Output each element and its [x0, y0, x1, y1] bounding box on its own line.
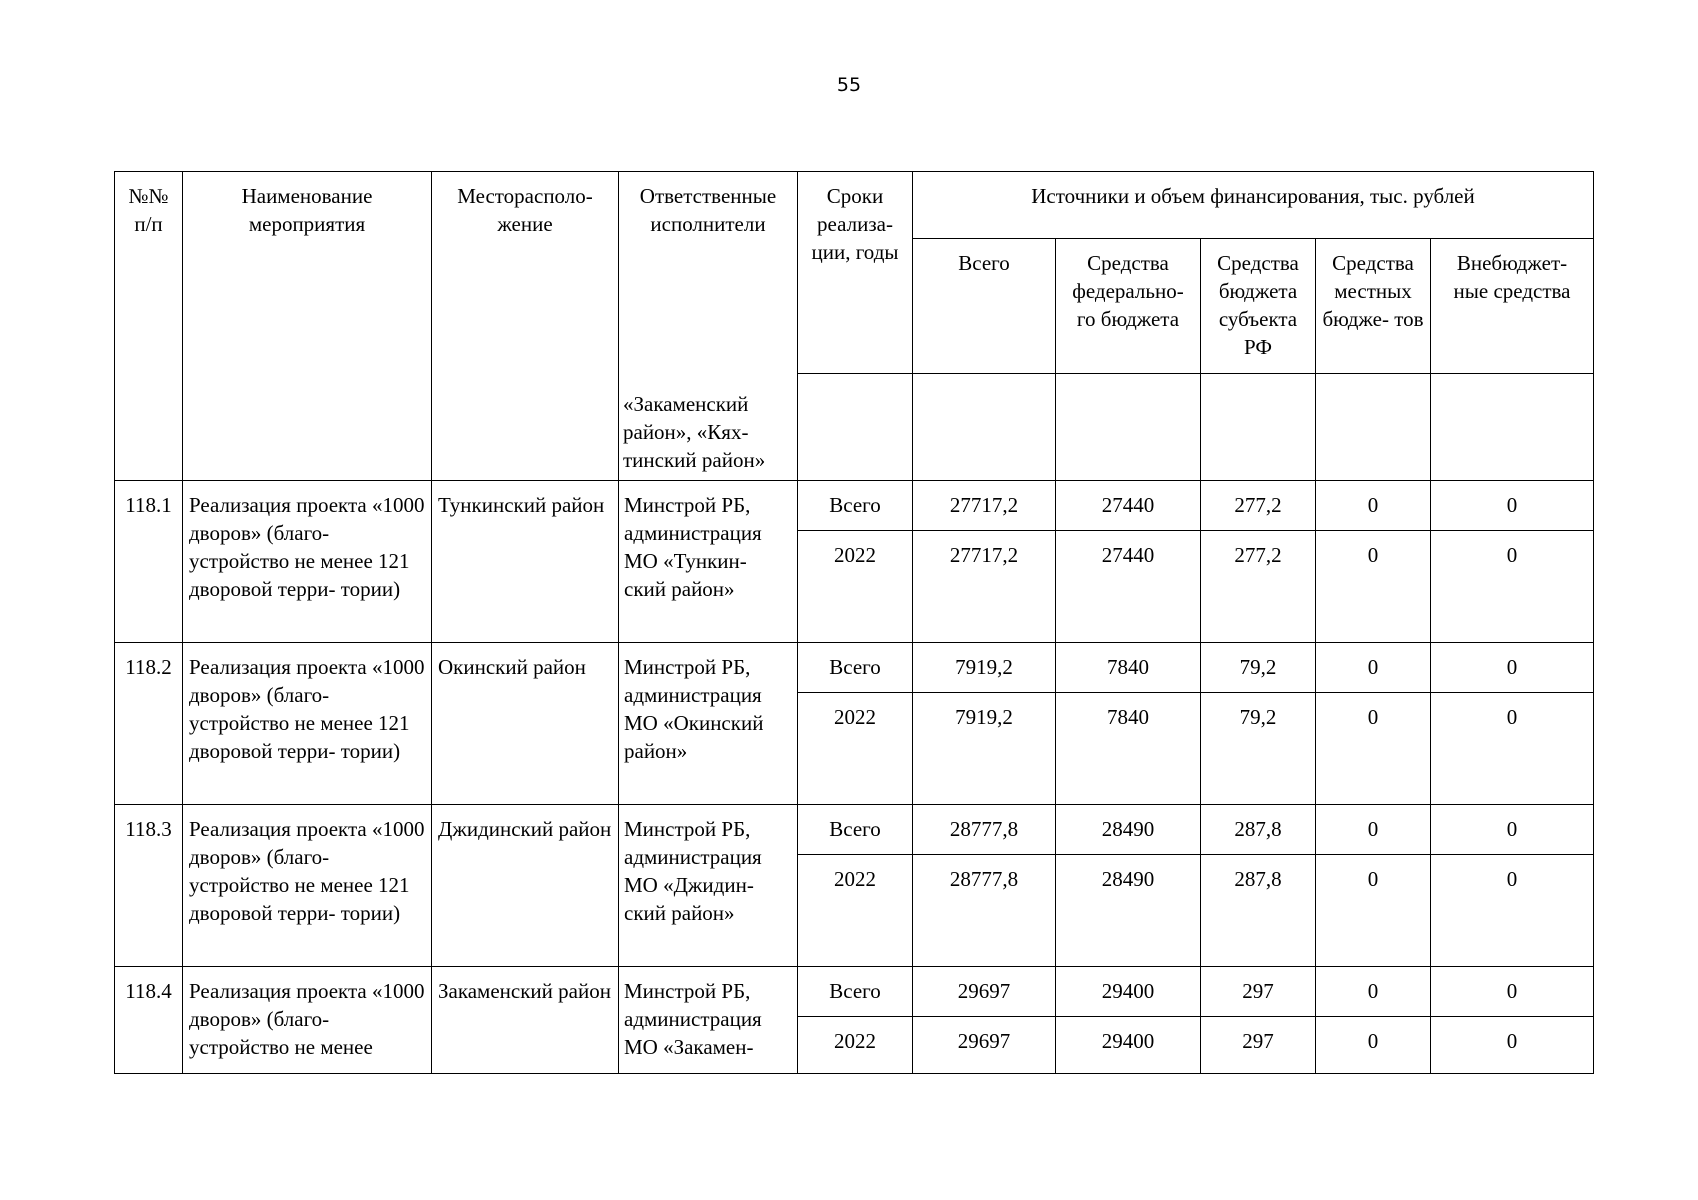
row-num: 118.1	[115, 481, 183, 643]
row-num: 118.2	[115, 643, 183, 805]
row-term: 2022	[798, 693, 913, 805]
row-federal: 29400	[1056, 967, 1201, 1017]
row-location: Джидинский район	[432, 805, 619, 967]
header-name: Наименование мероприятия	[183, 172, 432, 481]
row-subject: 297	[1201, 967, 1316, 1017]
row-federal: 7840	[1056, 643, 1201, 693]
row-federal: 28490	[1056, 855, 1201, 967]
row-term: 2022	[798, 1017, 913, 1074]
row-subject: 79,2	[1201, 643, 1316, 693]
page-number: 55	[836, 74, 862, 96]
table-row	[115, 481, 1594, 531]
row-local: 0	[1316, 967, 1431, 1017]
row-name: Реализация проекта «1000 дворов» (благо- устройство не менее 121 дворовой терри- тории)	[183, 805, 432, 967]
row-term: Всего	[798, 967, 913, 1017]
row-total: 7919,2	[913, 693, 1056, 805]
row-local: 0	[1316, 481, 1431, 531]
empty-cell	[1431, 373, 1594, 480]
row-location: Закаменский район	[432, 967, 619, 1074]
row-offbudget: 0	[1431, 481, 1594, 531]
row-subject: 79,2	[1201, 693, 1316, 805]
header-terms: Сроки реализа- ции, годы	[798, 172, 913, 374]
row-total: 27717,2	[913, 531, 1056, 643]
row-offbudget: 0	[1431, 805, 1594, 855]
financing-table	[114, 171, 1594, 1074]
row-total: 29697	[913, 967, 1056, 1017]
row-location: Окинский район	[432, 643, 619, 805]
empty-cell	[1056, 373, 1201, 480]
row-federal: 27440	[1056, 531, 1201, 643]
row-term: Всего	[798, 481, 913, 531]
row-name: Реализация проекта «1000 дворов» (благо- устройство не менее 121 дворовой терри- тории)	[183, 643, 432, 805]
row-responsible: Минстрой РБ, администрация МО «Окинский район»	[619, 643, 798, 805]
header-num: №№ п/п	[115, 172, 183, 481]
row-federal: 7840	[1056, 693, 1201, 805]
row-offbudget: 0	[1431, 693, 1594, 805]
row-federal: 27440	[1056, 481, 1201, 531]
row-offbudget: 0	[1431, 643, 1594, 693]
row-name: Реализация проекта «1000 дворов» (благо- устройство не менее 121 дворовой терри- тории)	[183, 481, 432, 643]
row-total: 28777,8	[913, 855, 1056, 967]
row-local: 0	[1316, 805, 1431, 855]
row-subject: 277,2	[1201, 531, 1316, 643]
continuation-responsible: «Закаменский район», «Кях- тинский район»	[623, 392, 766, 472]
row-offbudget: 0	[1431, 531, 1594, 643]
row-name: Реализация проекта «1000 дворов» (благо- устройство не менее	[183, 967, 432, 1074]
row-local: 0	[1316, 855, 1431, 967]
row-term: 2022	[798, 855, 913, 967]
header-local: Средства местных бюдже- тов	[1316, 239, 1431, 373]
table-row	[115, 805, 1594, 855]
empty-cell	[1201, 373, 1316, 480]
row-subject: 297	[1201, 1017, 1316, 1074]
empty-cell	[798, 373, 913, 480]
row-offbudget: 0	[1431, 967, 1594, 1017]
row-federal: 29400	[1056, 1017, 1201, 1074]
header-federal: Средства федерально- го бюджета	[1056, 239, 1201, 373]
row-term: 2022	[798, 531, 913, 643]
table-row	[115, 643, 1594, 693]
header-offbudget: Внебюджет- ные средства	[1431, 239, 1594, 373]
header-total: Всего	[913, 239, 1056, 373]
row-subject: 287,8	[1201, 855, 1316, 967]
row-total: 29697	[913, 1017, 1056, 1074]
header-responsible	[619, 172, 798, 481]
header-row	[115, 172, 1594, 239]
row-offbudget: 0	[1431, 855, 1594, 967]
row-local: 0	[1316, 1017, 1431, 1074]
row-responsible: Минстрой РБ, администрация МО «Джидин- ский район»	[619, 805, 798, 967]
empty-cell	[913, 373, 1056, 480]
row-subject: 277,2	[1201, 481, 1316, 531]
row-num: 118.3	[115, 805, 183, 967]
row-total: 28777,8	[913, 805, 1056, 855]
row-responsible: Минстрой РБ, администрация МО «Закамен-	[619, 967, 798, 1074]
row-offbudget: 0	[1431, 1017, 1594, 1074]
header-subject: Средства бюджета субъекта РФ	[1201, 239, 1316, 373]
row-subject: 287,8	[1201, 805, 1316, 855]
row-num: 118.4	[115, 967, 183, 1074]
row-local: 0	[1316, 531, 1431, 643]
row-responsible: Минстрой РБ, администрация МО «Тункин- ский район»	[619, 481, 798, 643]
table-row	[115, 967, 1594, 1017]
header-sources: Источники и объем финансирования, тыс. рублей	[913, 172, 1594, 239]
row-total: 7919,2	[913, 643, 1056, 693]
row-term: Всего	[798, 643, 913, 693]
row-location: Тункинский район	[432, 481, 619, 643]
row-total: 27717,2	[913, 481, 1056, 531]
row-term: Всего	[798, 805, 913, 855]
header-location: Месторасполо- жение	[432, 172, 619, 481]
row-local: 0	[1316, 643, 1431, 693]
header-responsible-title: Ответственные исполнители	[639, 184, 777, 236]
row-local: 0	[1316, 693, 1431, 805]
empty-cell	[1316, 373, 1431, 480]
row-federal: 28490	[1056, 805, 1201, 855]
